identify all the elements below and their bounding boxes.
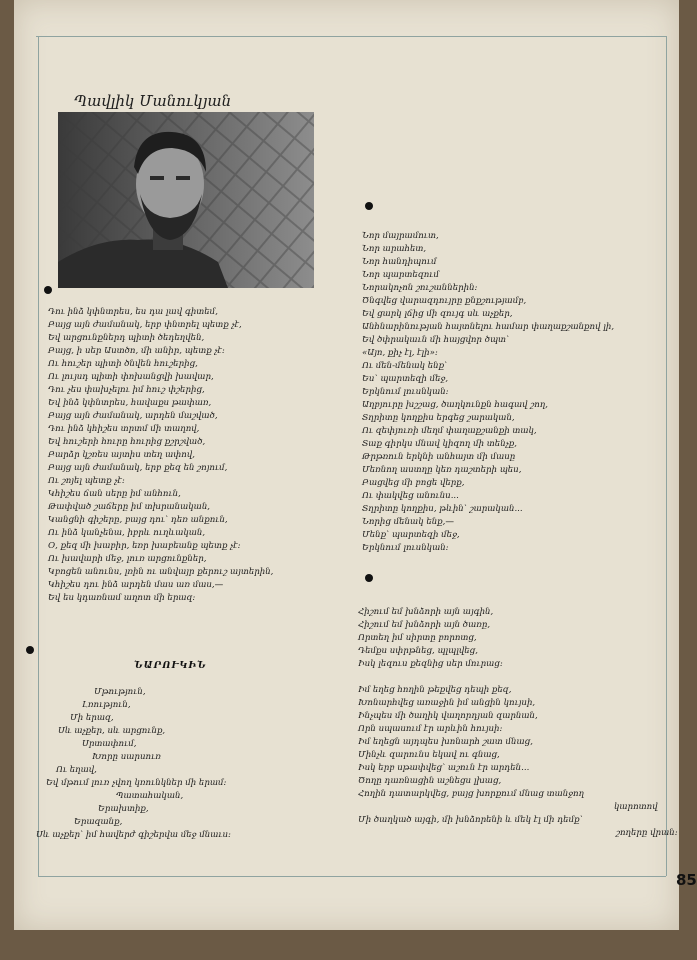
poem-line: Բայց այն ժամանակ, երբ փնտրել պետք չէ, bbox=[48, 320, 242, 330]
poem-left bbox=[48, 306, 273, 605]
poem-line: Հիշում եմ խնձորի այն այգին, bbox=[358, 607, 494, 617]
poem-line: Եվ արցունքներդ պիտի ծեդեղվեն, bbox=[48, 333, 205, 343]
poem-line: Ես՝ պարտեզի մեջ, bbox=[362, 374, 449, 384]
poem-line: Հողին դատարկվեց, բայց խորքում մնաց տանջող bbox=[358, 789, 585, 799]
poem-line: Օ, քեզ մի խաբիր, եռր խաբեանք պետք չէ։ bbox=[48, 541, 241, 551]
poem-line: Երախտիք, bbox=[98, 804, 149, 814]
poem-line: Նոր մայրամուտ, bbox=[362, 231, 439, 241]
poem-line: Իսկ երբ սթափվեց՝ աշուն էր արդեն... bbox=[358, 763, 530, 773]
poem-line: Սև աչքեր, սև արցունք, bbox=[58, 726, 166, 736]
poem-line: Դու ինձ կհիշես տրտմ մի տաղով, bbox=[48, 424, 200, 434]
poem-line: Մինչև զարունս եկավ ու գնաց, bbox=[358, 750, 500, 760]
poem-line: Ու հուշեր պիտի ծնվեն հուշերից, bbox=[48, 359, 198, 369]
stanza-gap bbox=[358, 671, 678, 684]
poem-line: Կանցնի գիշերը, բայց դու՝ դեռ անքուն, bbox=[48, 515, 228, 525]
section-bullet bbox=[365, 574, 373, 582]
poem-narukin bbox=[34, 686, 231, 842]
poem-line: Աղբյուրը խշշաց, ծաղկունքն հագավ շող, bbox=[362, 400, 549, 410]
poem-line: Ու շոյել պետք չէ։ bbox=[48, 476, 125, 486]
poem-line: Խորը սարսուռ bbox=[92, 752, 161, 762]
poem-line: Նոր արահետ, bbox=[362, 244, 427, 254]
poem-line: Եվ ցարկ լճից մի զույգ սև աչքեր, bbox=[362, 309, 513, 319]
poem-line: Ու մեն-մենակ ենք՝ bbox=[362, 361, 448, 371]
poem-line: Իմ եղեց հողին թեքվեց դեպի քեզ, bbox=[358, 685, 512, 695]
poem-line: Կհիշես դու ինձ արդեն մաս առ մաս,— bbox=[48, 580, 224, 590]
poem-line: Նոր պարտեզում bbox=[362, 270, 439, 280]
poem-line: Եվ հուշերի հուրը հուրից քշրշված, bbox=[48, 437, 206, 447]
poem-line: Ծնգվեց վարազդույրը քնքշությամբ, bbox=[362, 296, 527, 306]
portrait-image bbox=[58, 112, 314, 288]
author-name: Պավլիկ Մանուկյան bbox=[74, 92, 232, 110]
poem-line: կարոտով bbox=[614, 802, 658, 812]
poem-line: Եվ ծփրակաւն մի հայցվոր ծպտ՝ bbox=[362, 335, 510, 345]
poem-line: Եվ ես կդառնամ աղոտ մի երազ։ bbox=[48, 593, 196, 603]
poem-line: Դեմքս սփրթնեց, պլպլվեց, bbox=[358, 646, 478, 656]
poem-line: Մի ծաղկած այգի, մի խնձորենի և մեկ էլ մի դեմք՝ bbox=[358, 815, 583, 825]
poem-line: Բարձր կշռես այտիս տեղ ափով, bbox=[48, 450, 195, 460]
poem-line: Խոնարհվեց առաջին իմ անցին կույսի, bbox=[358, 698, 536, 708]
section-bullet bbox=[44, 286, 52, 294]
page-number: 85 bbox=[676, 871, 697, 889]
poem-line: Կբոցեն անունս, լռին ու անվայր քերուշ այտերին, bbox=[48, 567, 274, 577]
poem-line: Որտեղ իմ սիրտը բորոտց, bbox=[358, 633, 477, 643]
poem-line: Տղրիտը կողքիս երգեց շարական, bbox=[362, 413, 515, 423]
poem-line: Երկնում լուսնկան։ bbox=[362, 387, 449, 397]
frame-bottom-rule bbox=[38, 876, 666, 877]
poem-line: Դու չես փախչելու իմ հուշ փշերից, bbox=[48, 385, 205, 395]
poem-title-narukin: ՆԱՐՈՒԿԻՆ bbox=[134, 660, 207, 671]
poem-line: Ու փակվեց անունս... bbox=[362, 491, 459, 501]
poem-line: Մի երազ, bbox=[70, 713, 114, 723]
poem-line: Թրթռուն երկնի անհայտ մի մասը bbox=[362, 452, 516, 462]
poem-line: Երկնում լուսնկան։ bbox=[362, 543, 449, 553]
poem-line: Մթություն, bbox=[94, 687, 146, 697]
poem-line: Բայց այն ժամանակ, արդեն մաշված, bbox=[48, 411, 218, 421]
poem-right-2 bbox=[358, 606, 678, 840]
poem-line: Թափված շաճերը իմ տխրանական, bbox=[48, 502, 211, 512]
magazine-page bbox=[14, 0, 697, 930]
poem-line: Երազանք, bbox=[74, 817, 123, 827]
poem-line: Բացվեց մի բոցե վերք, bbox=[362, 478, 465, 488]
poem-line: Տաք գիրկս մնավ կիզող մի տենչք, bbox=[362, 439, 517, 449]
poem-right-1 bbox=[362, 230, 614, 555]
poem-line: Ու ինձ կանչենա, իբրև ուղևական, bbox=[48, 528, 206, 538]
poem-line: Նոր հանդիպում bbox=[362, 257, 437, 267]
poem-line: Ինչպես մի ծաղիկ վաղորդյան զարնան, bbox=[358, 711, 538, 721]
poem-line: Մենք՝ պարտեզի մեջ, bbox=[362, 530, 460, 540]
poem-line: Ու եղավ, bbox=[56, 765, 97, 775]
poem-line: Կհիշես ճան սերը իմ անհուն, bbox=[48, 489, 181, 499]
section-bullet bbox=[26, 646, 34, 654]
poem-line: Պատահական, bbox=[116, 791, 184, 801]
poem-line: «Այո, քիչ էլ, էլի»։ bbox=[362, 348, 438, 358]
poem-line: Բայց, ի սեր Աստծո, մի անիր, պետք չէ։ bbox=[48, 346, 225, 356]
poem-line: Ու լույսդ պիտի փոխանցվի խավար, bbox=[48, 372, 214, 382]
poem-line: շողերը վրան։ bbox=[616, 828, 678, 838]
poem-line: Իմ եղեցն այդպես խոնարհ շատ մնաց, bbox=[358, 737, 533, 747]
poem-line: Անհնարինության հայտնելու համար փաղաքշանքով լի, bbox=[362, 322, 615, 332]
poem-line: Բայց այն ժամանակ, երբ քեզ են շոյում, bbox=[48, 463, 228, 473]
poem-line: Ու զեփյուռի մեղմ փաղաքշանքի տակ, bbox=[362, 426, 537, 436]
poem-line: Տղրիտը կողքիս, թևին՝ շարական... bbox=[362, 504, 523, 514]
poem-line: Ծողը դառնացին աշնեցս լխաց, bbox=[358, 776, 502, 786]
poem-line: Ու խավարի մեջ, լուռ արցունքներ, bbox=[48, 554, 207, 564]
poem-line: Եվ ինձ կփնտրես, հավաքս թափառ, bbox=[48, 398, 212, 408]
poem-line: Որն սպասում էր արևին հույսի։ bbox=[358, 724, 503, 734]
poem-line: Եվ մթում լուռ չվող կռունկներ մի երամ։ bbox=[46, 778, 227, 788]
section-bullet bbox=[365, 202, 373, 210]
author-photo bbox=[58, 112, 314, 288]
poem-line: Սրտափում, bbox=[82, 739, 137, 749]
poem-line: Մեռնող աստղը կեռ դաշտերի պես, bbox=[362, 465, 522, 475]
poem-line: Լռություն, bbox=[82, 700, 131, 710]
poem-line: Նորակոչոն շուշաններին։ bbox=[362, 283, 478, 293]
poem-line: Դու ինձ կփնտրես, ես դա լավ գիտեմ, bbox=[48, 307, 218, 317]
poem-line: Հիշում եմ խնձորի այն ծառը, bbox=[358, 620, 491, 630]
poem-line: Իսկ լեզուս քեզնից սեր մուրաց։ bbox=[358, 659, 503, 669]
poem-line: Նորից մենակ ենք,— bbox=[362, 517, 454, 527]
frame-top-rule bbox=[36, 36, 666, 37]
poem-line: Սև աչքեր՝ իմ հավերժ գիշերվա մեջ մնաւս։ bbox=[36, 830, 231, 840]
